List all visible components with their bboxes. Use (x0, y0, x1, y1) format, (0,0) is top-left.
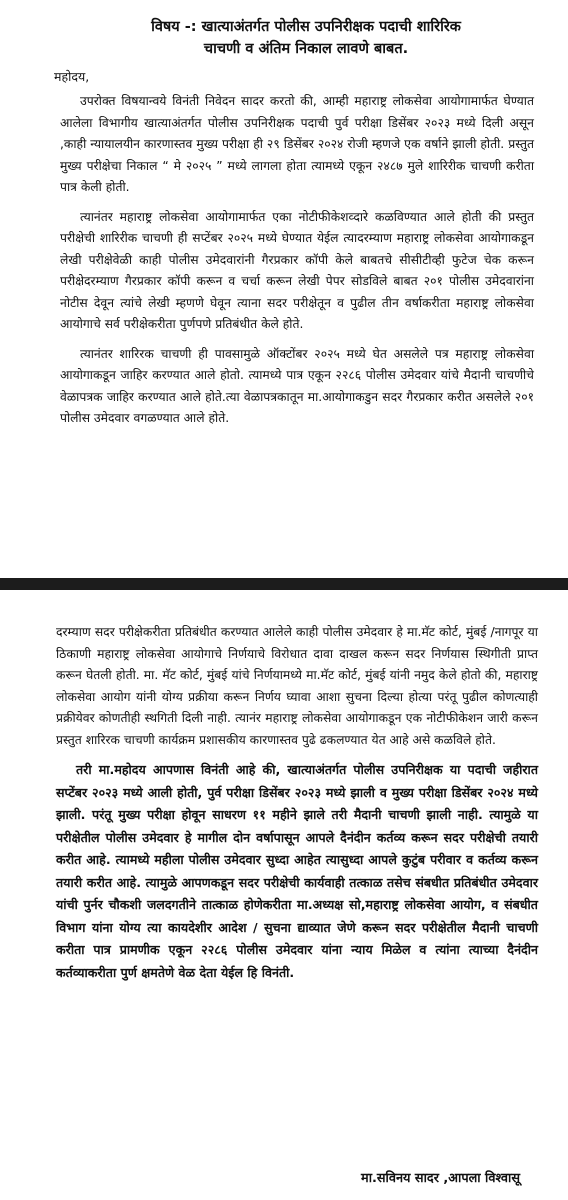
subject-line-1: विषय -: खात्याअंतर्गत पोलीस उपनिरीक्षक पदाची शारिरिक (151, 19, 461, 35)
salutation: महोदय, (54, 69, 90, 84)
paragraph-2: त्यानंतर महाराष्ट्र लोकसेवा आयोगामार्फत एका नोटीफीकेशव्दारे कळविण्यात आले होती की प्रस्तुत परीक्षेची शारिरीक चाचणी ही सप्टेंबर २०२५ मध्ये घेण्यात येईल त्यादरम्याण महाराष्ट्र लोकसेवा आयोगाकडून लेखी परीक्षेवेळी काही पोलीस उमेदवारांनी गैरप्रकार कॉपी केले बाबतचे सीसीटीव्ही फुटेज चेक करून परीक्षेदरम्याण गैरप्रकार कॉपी करून व चर्चा करून लेखी पेपर सोडविले बाबत २०१ पोलीस उमेदवारांना नोटीस देवून त्यांचे लेखी म्हणणे घेवून त्याना सदर परीक्षेतून व पुढील तीन वर्षाकरीता महाराष्ट्र लोकसेवा आयोगाचे सर्व परीक्षेकरीता पुर्णपणे प्रतिबंधीत केले होते. (60, 209, 534, 331)
subject-line-2: चाचणी व अंतिम निकाल लावणे बाबत. (203, 41, 409, 57)
closing-signoff: मा.सविनय सादर ,आपला विश्वासू (361, 1171, 520, 1186)
letter-page-1 (0, 0, 568, 578)
paragraph-4: दरम्याण सदर परीक्षेकरीता प्रतिबंधीत करण्यात आलेले काही पोलीस उमेदवार हे मा.मॅट कोर्ट, मुंबई /नागपूर या ठिकाणी महाराष्ट्र लोकसेवा आयोगाचे निर्णयाचे विरोधात दावा दाखल करून सदर निर्णयास स्थिगीती प्राप्त करून घेतली होती. मा. मॅट कोर्ट, मुंबई यांचे निर्णयामध्ये मा.मॅट कोर्ट, मुंबई यांनी नमुद केले होतो की, महाराष्ट्र लोकसेवा आयोग यांनी योग्य प्रक्रीया करून निर्णय घ्यावा आशा सुचना दिल्या होत्या परंतू पुढील कोणत्याही प्रक्रीयेवर कोणतीही स्थगिती दिली नाही. त्यानंर महाराष्ट्र लोकसेवा आयोगाकडून एक नोटीफीकेशन जारी करून प्रस्तुत शारिरक चाचणी कार्यक्रम प्रशासकीय कारणास्तव पुढे ढकलण्यात येत आहे असे कळविले होते. (56, 625, 538, 747)
letter-page-2 (0, 590, 568, 1200)
page-divider (0, 578, 568, 590)
paragraph-1: उपरोक्त विषयान्वये विनंती निवेदन सादर करतो की, आम्ही महाराष्ट्र लोकसेवा आयोगामार्फत घेण्यात आलेला विभागीय खात्याअंतर्गत पोलीस उपनिरीक्षक पदाची पुर्व परीक्षा डिसेंबर २०२३ मध्ये दिली असून ,काही न्यायालयीन कारणास्तव मुख्य परीक्षा ही २९ डिसेंबर २०२४ रोजी म्हणजे एक वर्षाने झाली होती. प्रस्तुत मुख्य परीक्षेचा निकाल “ मे २०२५ ” मध्ये लागला होता त्यामध्ये एकून २४८७ मुले शारिरीक चाचणी करीता पात्र केली होती. (60, 94, 534, 194)
letter-subject (60, 16, 534, 60)
paragraph-5: तरी मा.महोदय आपणास विनंती आहे की, खात्याअंतर्गत पोलीस उपनिरीक्षक या पदाची जहीरात सप्टेंबर २०२३ मध्ये आली होती, पुर्व परीक्षा डिसेंबर २०२३ मध्ये झाली व मुख्य परीक्षा डिसेंबर २०२४ मध्ये झाली. परंतू मुख्य परीक्षा होवून साधरण ११ महीने झाले तरी मैदानी चाचणी झाली नाही. त्यामुळे या परीक्षेतील पोलीस उमेदवार हे मागील दोन वर्षापासून आपले दैनंदीन कर्तव्य करून सदर परीक्षेची तयारी करीत आहे. त्यामध्ये महीला पोलीस उमेदवार सुध्दा आहेत त्यासुध्दा आपले कुटुंब परीवार व कर्तव्य करून तयारी करीत आहे. त्यामुळे आपणकडून सदर परीक्षेची कार्यवाही तत्काळ तसेच संबधीत प्रतिबंधीत उमेदवार यांची पुर्नर चौकशी जलदगतीने तात्काळ होणेकरीता मा.अध्यक्ष सो,महाराष्ट्र लोकसेवा आयोग, व संबधीत विभाग यांना योग्य त्या कायदेशीर आदेश / सुचना द्याव्यात जेणे करून सदर परीक्षेतील मैदानी चाचणी करीता पात्र प्रामणीक एकून २२८६ पोलीस उमेदवार यांना न्याय मिळेल व त्यांना त्याच्या दैनंदीन कर्तव्याकरीता पुर्ण क्षमतेणे वेळ देता येईल हि विनंती. (56, 762, 538, 980)
paragraph-3: त्यानंतर शारिरक चाचणी ही पावसामुळे ऑक्टोंबर २०२५ मध्ये घेत असलेले पत्र महाराष्ट्र लोकसेवा आयोगाकडून जाहिर करण्यात आले होतो. त्यामध्ये पात्र एकून २२८६ पोलीस उमेदवार यांचे मैदानी चाचणीचे वेळापत्रक जाहिर करण्यात आले होते.त्या वेळापत्रकातून मा.आयोगाकडुन सदर गैरप्रकार करीत असलेले २०१ पोलीस उमेदवार वगळण्यात आले होते. (60, 346, 534, 425)
